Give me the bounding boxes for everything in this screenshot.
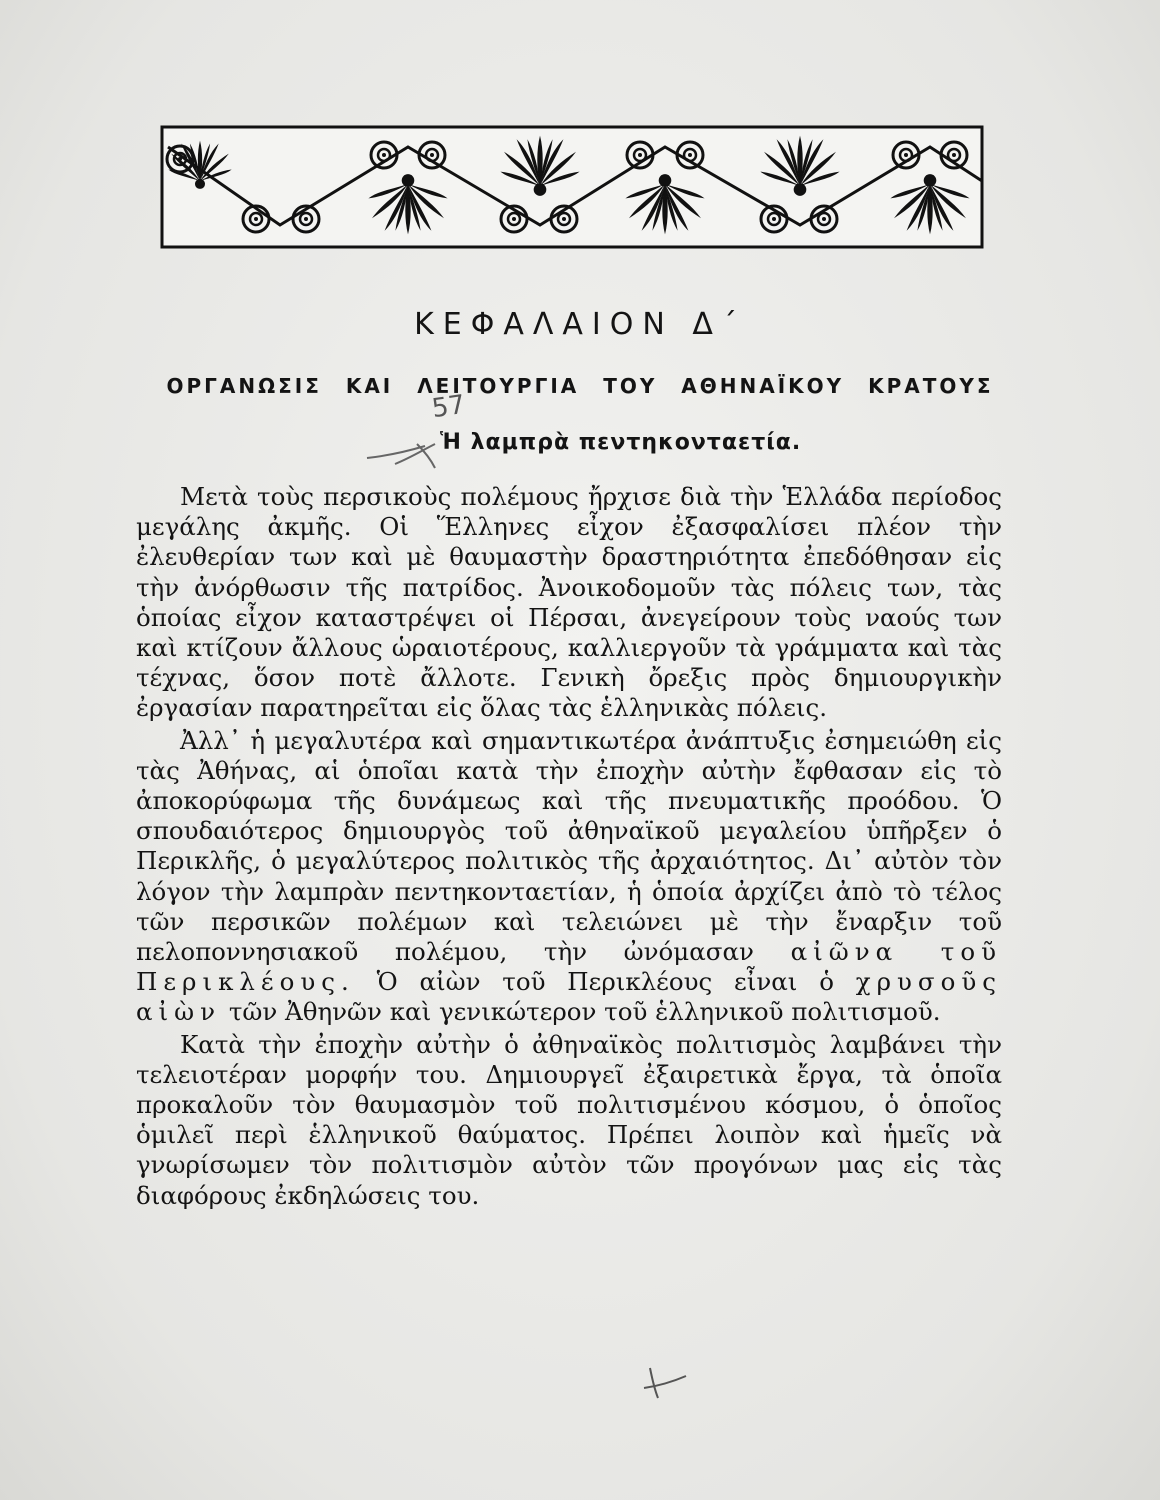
emphasis-age-of-pericles: αἰῶνα τοῦ Περικλέους. [136,937,1002,997]
paragraph-2-text-before: Ἀλλ᾽ ἡ μεγαλυτέρα καὶ σημαντικωτέρα ἀνάπτυξις ἐσημειώθη εἰς τὰς Ἀθήνας, αἱ ὁποῖαι κατὰ τὴν ἐποχὴν αὐτὴν ἔφθασαν εἰς τὸ ἀποκορύφωμα τῆς δυνάμεως καὶ τῆς πνευματικῆς προόδου. Ὁ σπουδαιότερος δημιουργὸς τοῦ ἀθηναϊκοῦ μεγαλείου ὑπῆρξεν ὁ Περικλῆς, ὁ μεγαλύτερος πολιτικὸς τῆς ἀρχαιότητος. Δι᾽ αὐτὸν τὸν λόγον τὴν λαμπρὰν πεντηκονταετίαν, ἡ ὁποία ἀρχίζει ἀπὸ τὸ τέλος τῶν περσικῶν πολέμων καὶ τελειώνει μὲ τὴν ἔναρξιν τοῦ πελοποννησιακοῦ πολέμου, τὴν ὠνόμασαν [136,725,1002,967]
section-title: Ἡ λαμπρὰ πεντηκονταετία. [440,430,802,455]
anthemion-border-ornament [160,125,984,249]
chapter-subtitle: ΟΡΓΑΝΩΣΙΣ ΚΑΙ ΛΕΙΤΟΥΡΓΙΑ ΤΟΥ ΑΘΗΝΑΪΚΟΥ ΚΡΑΤΟΥΣ [166,374,994,398]
paragraph-2-text-middle: Ὁ αἰὼν τοῦ Περικλέους εἶναι ὁ [376,967,834,997]
paragraph-3: Κατὰ τὴν ἐποχὴν αὐτὴν ὁ ἀθηναϊκὸς πολιτισμὸς λαμβάνει τὴν τελειοτέραν μορφήν του. Δημιουργεῖ ἐξαιρετικὰ ἔργα, τὰ ὁποῖα προκαλοῦν τὸν θαυμασμὸν τοῦ πολιτισμένου κόσμου, ὁ ὁποῖος ὁμιλεῖ περὶ ἑλληνικοῦ θαύματος. Πρέπει λοιπὸν καὶ ἡμεῖς νὰ γνωρίσωμεν τὸν πολιτισμὸν αὐτὸν τῶν προγόνων μας εἰς τὰς διαφόρους ἐκδηλώσεις του. [136,1029,1002,1210]
paragraph-2 [136,726,1002,1028]
body-text [136,482,1002,1211]
emphasis-golden-age: χρυσοῦς αἰὼν [136,967,1002,1027]
paragraph-2-text-after: τῶν Ἀθηνῶν καὶ γενικώτερον τοῦ ἑλληνικοῦ πολιτισμοῦ. [228,997,941,1027]
chapter-heading: ΚΕΦΑΛΑΙΟΝ Δ΄ [414,307,746,342]
paragraph-1: Μετὰ τοὺς περσικοὺς πολέμους ἤρχισε διὰ τὴν Ἑλλάδα περίοδος μεγάλης ἀκμῆς. Οἱ Ἕλληνες εἶχον ἐξασφαλίσει πλέον τὴν ἐλευθερίαν των καὶ μὲ θαυμαστὴν δραστηριότητα ἐπεδόθησαν εἰς τὴν ἀνόρθωσιν τῆς πατρίδος. Ἀνοικοδομοῦν τὰς πόλεις των, τὰς ὁποίας εἶχον καταστρέψει οἱ Πέρσαι, ἀνεγείρουν τοὺς ναούς των καὶ κτίζουν ἄλλους ὡραιοτέρους, καλλιεργοῦν τὰ γράμματα καὶ τὰς τέχνας, ὅσον ποτὲ ἄλλοτε. Γενικὴ ὄρεξις πρὸς δημιουργικὴν ἐργασίαν παρατηρεῖται εἰς ὅλας τὰς ἑλληνικὰς πόλεις. [136,482,1002,723]
pencil-page-number: 57 [430,389,468,425]
